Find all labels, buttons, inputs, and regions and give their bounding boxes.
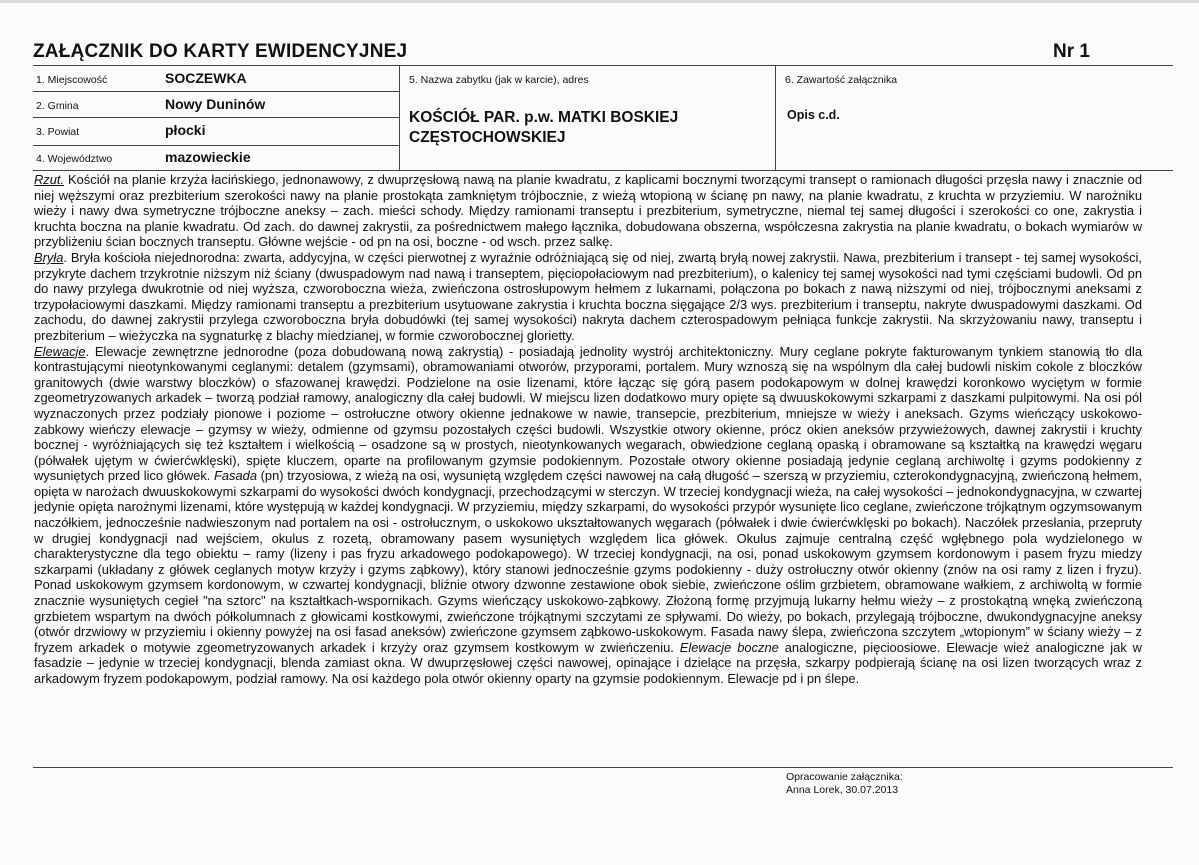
author-note-name-date: Anna Lorek, 30.07.2013 [786,783,899,796]
elewacje-text-2: (pn) trzyosiowa, z wieżą na osi, wysuniętą względem części nawowej na całą długość – szerszą w przyziemiu, czterokondygnacyjną, zwieńczoną hełmem, opięta w narożach dwuuskokowymi szkarpami do wysokości dwóch kondygnacji, przechodzącymi w sterczyn. W trzeciej kondygnacji wieża, na całej wysokości – jednokondygnacyjna, w czwartej jedynie opięta narożnymi lizenami, które występują w każdej kondygnacji. W przyziemiu, między szkarpami, do wysokości przypór wysunięte lico ceglane, zwieńczone trójkątnym ogzymsowanym naczółkiem, jednocześnie nadwieszonym nad portalem na osi - ostrołucznym, o uskokowo ukształtowanych węgarach (półwałek i dwie ćwierćwklęski po bokach). Naczółek przesłania, przepruty w drugiej kondygnacji nad wejściem, okulus z rozetą, obramowany pasem wysuniętych względem lica główek. Okulus zajmuje centralną część wgłębnego pola wydzielonego w charakterystyczne dla tego obiektu – ramy (lizeny i pas fryzu arkadowego podokapowego). W trzeciej kondygnacji, na osi, ponad uskokowym gzymsem kordonowym i pasem fryzu miedzy szkarpami (układany z główek ceglanych motyw krzyży i gzyms ząbkowy), który stanowi jednocześnie gzyms podokienny - duży ostrołuczny otwór okienny (znów na osi ramy z lizen i fryzu). Ponad uskokowym gzymsem kordonowym, w czwartej kondygnacji, bliźnie otwory dzwonne zestawione obok siebie, zwieńczone oślim grzbietem, obramowane wałkiem, z archiwoltą w formie znacznie wysuniętych cegieł "na sztorc" na kształtkach-wspornikach. Gzyms wieńczący uskokowo-ząbkowy. Złożoną formę przyjmują lukarny hełmu wieży – z prostokątną wnęką zwieńczoną grzbietem wspartym na dwóch półkolumnach z głowicami kostkowymi, zwieńczone trójkątnymi szczytami ze spływami. Do wieży, po bokach, przylegają trójboczne, dwukondygnacyjne aneksy (otwór drzwiowy w przyziemiu i okienny powyżej na osi fasad aneksów) zwieńczone gzymsem ząbkowo-uskokowym. Fasada nawy ślepa, zwieńczona szczytem „wtopionym” w ściany wieży – z fryzem arkadek o motywie zgeometryzowanych arkadek i krzyży oraz gzymsem kostkowym w zwieńczeniu. [34,468,1142,655]
nazwa-zabytku-value: KOŚCIÓŁ PAR. p.w. MATKI BOSKIEJ CZĘSTOCHOWSKIEJ [409,109,679,146]
scan-edge [0,0,1199,3]
rzut-label: Rzut. [34,172,65,187]
miejscowosc-label: 1. Miejscowość [36,74,108,86]
bryla-label: Bryła [34,249,64,265]
powiat-value: płocki [165,122,206,138]
zawartosc-value: Opis c.d. [787,108,840,122]
wojewodztwo-value: mazowieckie [165,149,251,165]
column-divider-1 [399,65,400,170]
fasada-label: Fasada [214,468,258,484]
wojewodztwo-label: 4. Województwo [36,153,113,165]
elewacje-text-3: analogiczne, pięcioosiowe. Elewacje wież analogiczne jak w fasadzie – jedynie w trzeciej kondygnacji, blenda zamiast okna. W dwuprzęsłowej części nawowej, opinające i dzielące na przęsła, szkarpy podpierają ścianę na osi lizen tworzących wraz z arkadowym fryzem podokapowym, podział ramowy. Na osi każdego pola otwór okienny oparty na gzymsie podokiennym. Elewacje pd i pn ślepe. [34,639,1142,686]
rzut-text: Kościół na planie krzyża łacińskiego, jednonawowy, z dwuprzęsłową nawą na planie kwadratu, z kaplicami bocznymi tworzącymi transept o ramionach długości przęsła nawy i znacznie od niej węższymi oraz prezbiterium szerokości nawy na planie prostokąta zamkniętym trójbocznie, z wieżą wtopioną w ścianę pn nawy, na planie kwadratu, z kruchta w przyziemiu. W narożniku wieży i nawy dwa symetryczne trójboczne aneksy – zach. mieści schody. Między ramionami transeptu i prezbiterium, symetryczne, niemal tej samej długości i szerokości co one, zakrystia i kruchta boczna na planie kwadratu. Od zach. do dawnej zakrystii, za pośrednictwem małego łącznika, dobudowana obszerna, współczesna zakrystia na planie kwadratu, o bokach wymiarów w przybliżeniu ścian bocznych transeptu. Główne wejście - od pn na osi, boczne - od wsch. przez salkę. [34,172,1142,250]
elewacje-label: Elewacje [34,343,86,359]
document-title: ZAŁĄCZNIK DO KARTY EWIDENCYJNEJ [33,41,408,62]
elewacje-text-1: . Elewacje zewnętrzne jednorodne (poza dobudowaną nową zakrystią) - posiadają jednolity wystrój architektoniczny. Mury ceglane pokryte fakturowanym tynkiem stanowią tło dla kontrastującymi nieotynkowanymi ceglanymi: detalem (gzymsami), obramowaniami otworów, przyporami, portalem. Mury wznoszą się na wspólnym dla całej budowli niskim cokole z bloczków granitowych (dwie warstwy bloczków) o sfazowanej krawędzi. Podzielone na osie lizenami, które łącząc się górą pasem podokapowym w dolnej krawędzi koronkowo wyciętym w formie zgeometryzowanych arkadek – tworzą podział ramowy, analogiczny dla całej budowli. W miejscu lizen dodatkowo mury opięte są dwuuskokowymi szkarpami z daszkami pulpitowymi. Na osi pól wyznaczonych przez podziały pionowe i poziome – ostrołuczne otwory okienne jednakowe w nawie, transepcie, prezbiterium, mniejsze w wieży i aneksach. Gzyms wieńczący uskokowo-zabkowy wieńczy elewacje – gzymsy w wieży, odmienne od gzymsu pozostałych części budowli. Wszystkie otwory okienne, prócz okien aneksów przywieżowych, dawnej zakrystii i kruchty bocznej - wyróżniających się też kształtem i wielkością – osadzone są w prostych, nieotynkowanych wegarach, obwiedzione ceglaną opaską i obramowane są kształtką na krawędzi węgaru (półwałek ujętym w ćwierćwklęski), spięte kluczem, oparte na profilowanym gzymsie podokiennym. Pozostałe otwory okienne posiadają jedynie ceglaną archiwoltę i gzyms podokienny z wysuniętych przed lico główek. [34,343,1142,484]
nazwa-zabytku-label: 5. Nazwa zabytku (jak w karcie), adres [409,74,589,86]
miejscowosc-value: SOCZEWKA [165,70,247,86]
author-note-heading: Opracowanie załącznika: [786,771,903,783]
powiat-label: 3. Powiat [36,126,80,138]
header-rule [33,65,1173,66]
gmina-label: 2. Gmina [36,100,79,112]
row-rule-1 [33,91,399,92]
attachment-number: Nr 1 [1053,41,1090,62]
gmina-value: Nowy Duninów [165,96,266,112]
row-rule-2 [33,117,399,118]
elewacje-paragraph [34,344,1142,687]
bryla-text: . Bryła kościoła niejednorodna: zwarta, addycyjna, w części pierwotnej z wyraźnie odróżniającą się od niej, zwartą bryłą nowej zakrystii. Nawa, prezbiterium i transept - tej samej wysokości, przykryte dachem trzykrotnie niższym niż ściany (dwuspadowym nad nawą i transeptem, pięciopołaciowym nad prezbiterium), o kalenicy tej samej wysokości nad tymi częściami budowli. Od pn do nawy przylega dwukrotnie od niej wyższa, czworoboczna wieża, zwieńczona ostrosłupowym hełmem z lukarnami, połączona po bokach z nawą niższymi od niej, trójbocznymi aneksami z trzypołaciowymi daszkami. Między ramionami transeptu a prezbiterium usytuowane zakrystia i kruchta boczna sięgające 2/3 wys. prezbiterium i transeptu, nakryte dwuspadowymi daszkami. Od zachodu, do dawnej zakrystii przylega czworoboczna bryła dobudówki (tej samej wysokości) nakryta dachem czterospadowym pełniąca funkcje zakrystii. Na skrzyżowaniu nawy, transeptu i prezbiterium – wieżyczka na sygnaturkę z blachy miedzianej, w formie czworobocznej glorietty. [34,249,1142,343]
description-bottom-rule [33,767,1173,768]
column-divider-2 [775,65,776,170]
row-rule-3 [33,145,399,146]
elewacje-boczne-label: Elewacje boczne [679,639,779,655]
bryla-paragraph [34,250,1142,344]
fields-bottom-rule [33,170,1173,171]
description-body [34,172,1142,687]
zawartosc-label: 6. Zawartość załącznika [785,74,898,86]
rzut-paragraph [34,172,1142,250]
author-note [786,771,903,796]
